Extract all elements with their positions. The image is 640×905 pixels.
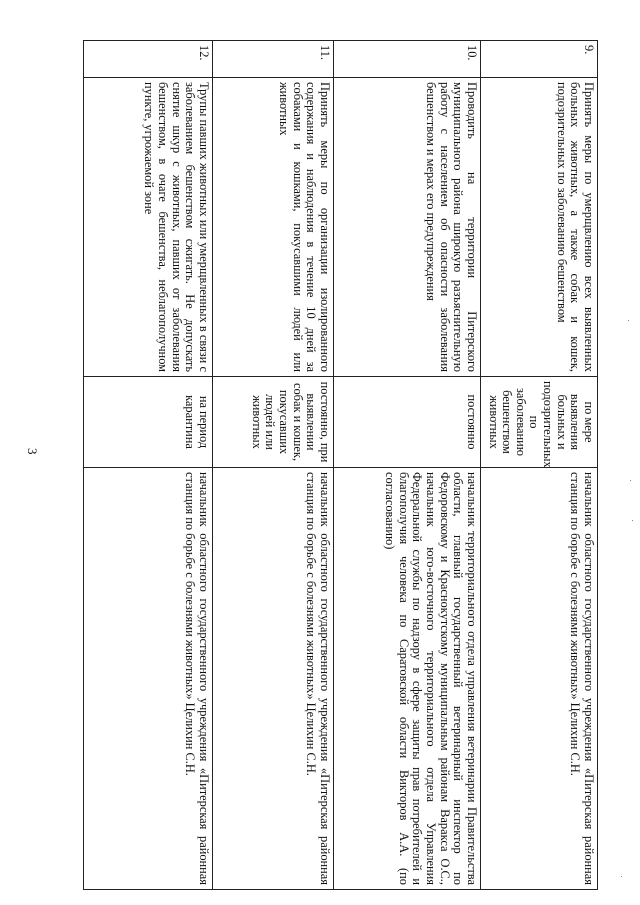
row-number: 12. (84, 41, 213, 78)
deadline-text: постоянно, при выявлении собак и кошек, покусавших людей или животных (213, 377, 334, 468)
measures-table (83, 40, 598, 890)
responsible-text: начальник областного государственного учреждения «Питерская районная станция по борьбе с болезнями животных» Целихин С.Н. (481, 468, 598, 890)
table-row (213, 41, 334, 890)
measure-text: Принять меры по умерщвлению всех выявленных больных животных, а также собак и кошек, подозрительных по заболеванию бешенством (481, 78, 598, 377)
scan-speck (621, 876, 622, 877)
table-row (84, 41, 213, 890)
deadline-text: постоянно (334, 377, 481, 468)
measure-text: Трупы павших животных или умерщвленных в связи с заболеванием бешенством сжигать. Не допускать снятие шкур с животных, павших от заболевания бешенством, в очаге бешенства, неблагополучном пункте, угрожаемой зоне (84, 78, 213, 377)
measure-text: Проводить на территории Питерского муниципального района широкую разъяснительную работу с населением об опасности заболевания бешенством и мерах его предупреждения (334, 78, 481, 377)
row-number: 10. (334, 41, 481, 78)
responsible-text: начальник областного государственного учреждения «Питерская районная станция по борьбе с болезнями животных» Целихин С.Н. (213, 468, 334, 890)
deadline-text: на период карантина (84, 377, 213, 468)
deadline-text: по мере выявления больных и подозрительных по заболеванию бешенством животных (481, 377, 598, 468)
responsible-text: начальник территориального отдела управления ветеринарии Правительства области, главный государственный ветеринарный инспектор по Федоровскому и Краснокутскому муниципальным районам Варакса О.С., начальник юго-восточного территориального отдела Управления Федеральной службы по надзору в сфере защиты прав потребителей и благополучия человека по Саратовской области Викторов А.А. (по согласованию) (334, 468, 481, 890)
scan-speck (632, 520, 633, 521)
scan-speck (630, 480, 631, 481)
row-number: 11. (213, 41, 334, 78)
responsible-text: начальник областного государственного учреждения «Питерская районная станция по борьбе с болезнями животных» Целихин С.Н. (84, 468, 213, 890)
measure-text: Принять меры по организации изолированного содержания и наблюдения в течение 10 дней за собаками и кошками, покусавшими людей или животных (213, 78, 334, 377)
scan-speck (628, 320, 629, 321)
rotated-page-content (83, 40, 598, 890)
row-number: 9. (481, 41, 598, 78)
page-number: 3 (25, 448, 40, 455)
table-row (481, 41, 598, 890)
table-row (334, 41, 481, 890)
